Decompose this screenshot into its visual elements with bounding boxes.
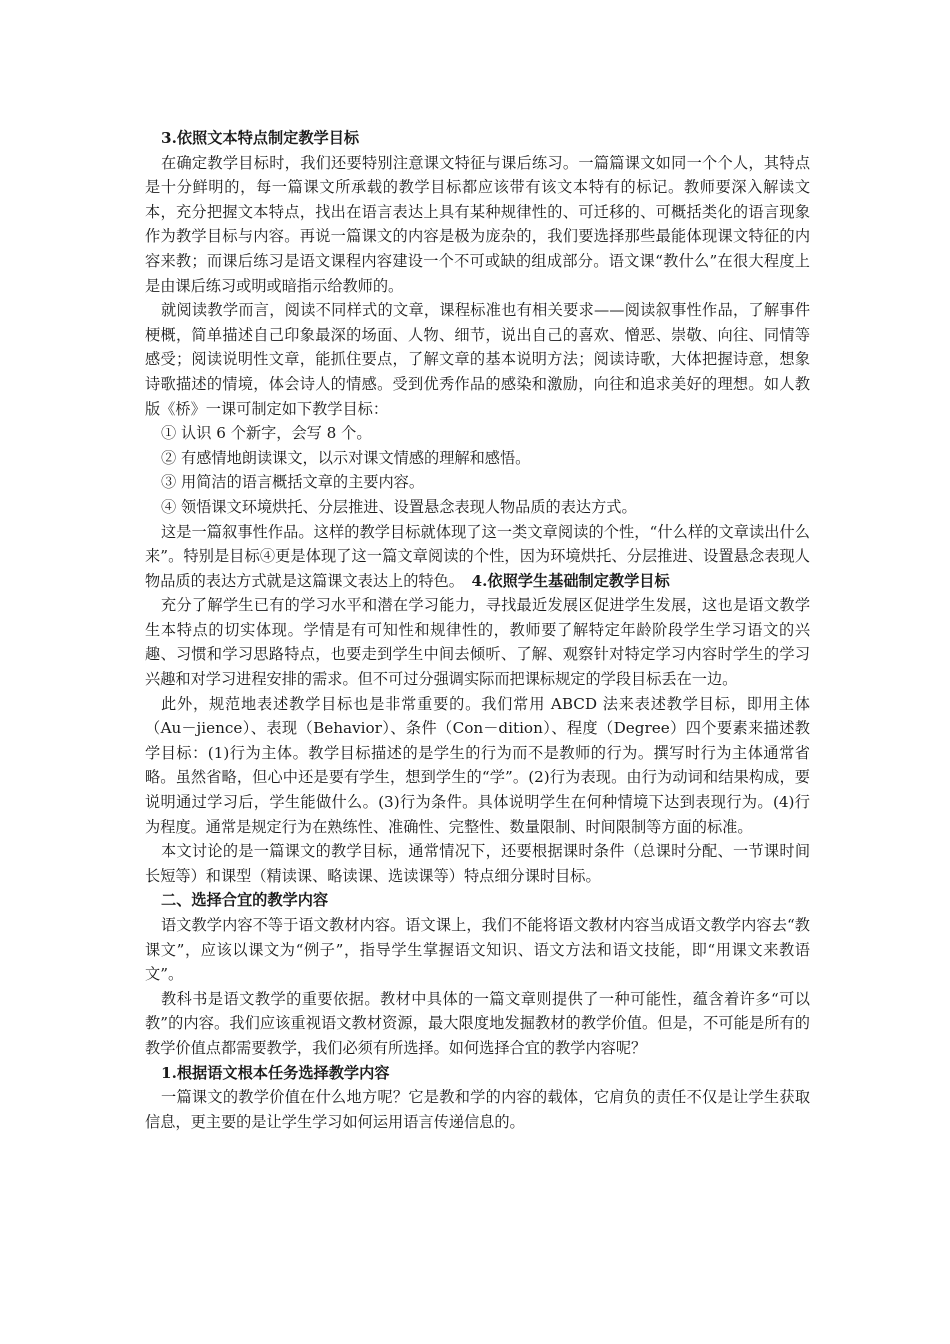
paragraph-text: 这是一篇叙事性作品。这样的教学目标就体现了这一类文章阅读的个性，“什么样的文章读出什么来”。特别是目标④更是体现了这一篇文章阅读的个性，因为环境烘托、分层推进、设置悬念表现人物品质的表达方式就是这篇课文表达上的特色。 bbox=[145, 522, 810, 590]
paragraph-with-heading bbox=[145, 520, 810, 594]
goal-item-3: ③ 用简洁的语言概括文章的主要内容。 bbox=[161, 473, 425, 492]
paragraph: 语文教学内容不等于语文教材内容。语文课上，我们不能将语文教材内容当成语文教学内容去“教课文”，应该以课文为“例子”，指导学生掌握语文知识、语文方法和语文技能，即“用课文来教语文”。 bbox=[145, 916, 810, 984]
goal-item-1: ① 认识 6 个新字，会写 8 个。 bbox=[161, 424, 372, 443]
goal-item-2: ② 有感情地朗读课文，以示对课文情感的理解和感悟。 bbox=[161, 448, 531, 467]
paragraph: 就阅读教学而言，阅读不同样式的文章，课程标准也有相关要求——阅读叙事性作品，了解事件梗概，简单描述自己印象最深的场面、人物、细节，说出自己的喜欢、憎恶、崇敬、向往、同情等感受；阅读说明性文章，能抓住要点，了解文章的基本说明方法；阅读诗歌，大体把握诗意，想象诗歌描述的情境，体会诗人的情感。受到优秀作品的感染和激励，向往和追求美好的理想。如人教版《桥》一课可制定如下教学目标： bbox=[145, 301, 810, 418]
part-heading-2: 二、选择合宜的教学内容 bbox=[161, 891, 329, 910]
paragraph: 教科书是语文教学的重要依据。教材中具体的一篇文章则提供了一种可能性，蕴含着许多“可以教”的内容。我们应该重视语文教材资源，最大限度地发掘教材的教学价值。但是，不可能是所有的教学价值点都需要教学，我们必须有所选择。如何选择合宜的教学内容呢？ bbox=[145, 989, 810, 1057]
section-heading-3: 3.依照文本特点制定教学目标 bbox=[161, 129, 360, 147]
paragraph: 一篇课文的教学价值在什么地方呢？它是教和学的内容的载体，它肩负的责任不仅是让学生获取信息，更主要的是让学生学习如何运用语言传递信息的。 bbox=[145, 1088, 810, 1131]
subsection-heading-1: 1.根据语文根本任务选择教学内容 bbox=[161, 1063, 390, 1082]
section-heading-4: 4.依照学生基础制定教学目标 bbox=[471, 571, 670, 590]
paragraph: 充分了解学生已有的学习水平和潜在学习能力，寻找最近发展区促进学生发展，这也是语文教学生本特点的切实体现。学情是有可知性和规律性的，教师要了解特定年龄阶段学生学习语文的兴趣、习惯和学习思路特点，也要走到学生中间去倾听、了解、观察针对特定学习内容时学生的学习兴趣和对学习进程安排的需求。但不可过分强调实际而把课标规定的学段目标丢在一边。 bbox=[145, 596, 810, 689]
document-body bbox=[145, 126, 810, 1134]
paragraph: 在确定教学目标时，我们还要特别注意课文特征与课后练习。一篇篇课文如同一个个人，其特点是十分鲜明的，每一篇课文所承载的教学目标都应该带有该文本特有的标记。教师要深入解读文本，充分把握文本特点，找出在语言表达上具有某种规律性的、可迁移的、可概括类化的语言现象作为教学目标与内容。再说一篇课文的内容是极为庞杂的，我们要选择那些最能体现课文特征的内容来教；而课后练习是语文课程内容建设一个不可或缺的组成部分。语文课“教什么”在很大程度上是由课后练习或明或暗指示给教师的。 bbox=[145, 153, 810, 295]
paragraph: 此外，规范地表述教学目标也是非常重要的。我们常用 ABCD 法来表述教学目标，即用主体（Au－jience）、表现（Behavior）、条件（Con－dition）、程度（Degree）四个要素来描述教学目标：(1)行为主体。教学目标描述的是学生的行为而不是教师的行为。撰写时行为主体通常省略。虽然省略，但心中还是要有学生，想到学生的“学”。(2)行为表现。由行为动词和结果构成，要说明通过学习后，学生能做什么。(3)行为条件。具体说明学生在何种情境下达到表现行为。(4)行为程度。通常是规定行为在熟练性、准确性、完整性、数量限制、时间限制等方面的标准。 bbox=[145, 694, 810, 836]
paragraph: 本文讨论的是一篇课文的教学目标，通常情况下，还要根据课时条件（总课时分配、一节课时间长短等）和课型（精读课、略读课、选读课等）特点细分课时目标。 bbox=[145, 842, 810, 885]
goal-item-4: ④ 领悟课文环境烘托、分层推进、设置悬念表现人物品质的表达方式。 bbox=[161, 497, 637, 516]
